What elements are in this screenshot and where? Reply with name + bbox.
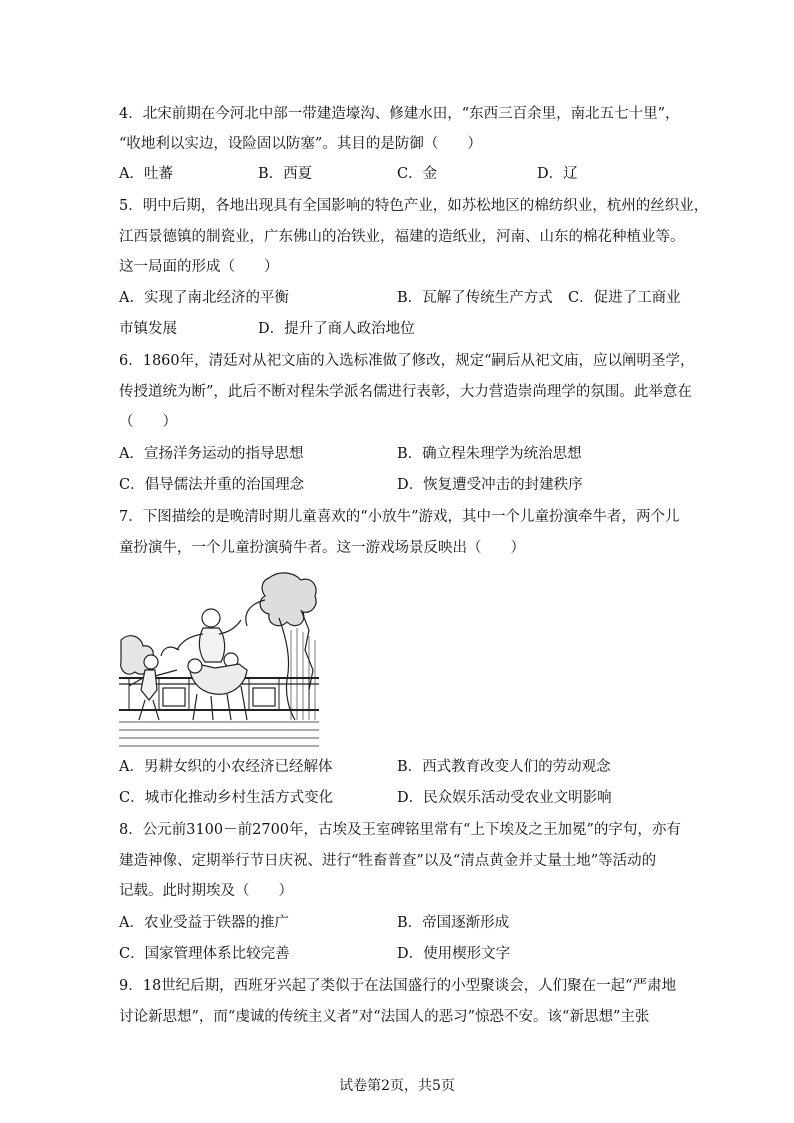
q4-option-c: C．金 [397,166,438,182]
q5-line-3: 这一局面的形成（ ） [119,259,279,275]
q9-line-1: 9．18世纪后期，西班牙兴起了类似于在法国盛行的小型聚谈会，人们聚在一起“严肃地 [119,978,677,994]
q8-option-d: D．使用楔形文字 [397,946,511,962]
q5-option-b: B．瓦解了传统生产方式 [397,290,553,306]
q7-option-b: B．西式教育改变人们的劳动观念 [397,759,611,775]
q5-option-d: D．提升了商人政治地位 [258,321,415,337]
q7-line-2: 童扮演牛，一个儿童扮演骑牛者。这一游戏场景反映出（ ） [119,540,525,556]
q7-line-1: 7．下图描绘的是晚清时期儿童喜欢的“小放牛”游戏，其中一个儿童扮演牵牛者，两个儿 [119,509,680,525]
q8-option-a: A．农业受益于铁器的推广 [119,915,289,931]
q5-line-1: 5．明中后期，各地出现具有全国影响的特色产业，如苏松地区的棉纺织业，杭州的丝织业， [119,198,709,214]
q5-option-c: C．促进了工商业 [568,290,681,306]
q6-option-a: A．宣扬洋务运动的指导思想 [119,446,304,462]
q6-line-1: 6．1860年，清廷对从祀文庙的入选标准做了修改，规定“嗣后从祀文庙，应以阐明圣学， [119,353,695,369]
q8-line-3: 记载。此时期埃及（ ） [119,883,293,899]
q4-line-2: “收地利以实边，设险固以防塞”。其目的是防御（ ） [119,136,482,152]
q7-option-d: D．民众娱乐活动受农业文明影响 [397,790,612,806]
q4-option-d: D．辽 [537,166,578,182]
q7-option-c: C．城市化推动乡村生活方式变化 [119,790,334,806]
q7-option-a: A．男耕女织的小农经济已经解体 [119,759,333,775]
q5-option-c-continued: 市镇发展 [119,321,177,337]
q9-line-2: 讨论新思想”，而“虔诚的传统主义者”对“法国人的恶习”惊恐不安。该“新思想”主张 [119,1009,650,1025]
xiaofangniu-illustration [119,570,319,748]
q6-line-3: （ ） [119,414,177,430]
q4-option-b: B．西夏 [258,166,313,182]
q8-line-1: 8．公元前3100－前2700年，古埃及王室碑铭里常有“上下埃及之王加冕”的字句，亦有 [119,822,681,838]
q8-option-c: C．国家管理体系比较完善 [119,946,290,962]
q5-option-a: A．实现了南北经济的平衡 [119,290,289,306]
q8-line-2: 建造神像、定期举行节日庆祝、进行“牲畜普查”以及“清点黄金并丈量土地”等活动的 [119,853,657,869]
q4-line-1: 4．北宋前期在今河北中部一带建造壕沟、修建水田，“东西三百余里，南北五七十里”， [119,106,680,122]
q6-option-d: D．恢复遭受冲击的封建秩序 [397,477,583,493]
q4-option-a: A．吐蕃 [119,166,173,182]
q6-option-c: C．倡导儒法并重的治国理念 [119,477,305,493]
q6-option-b: B．确立程朱理学为统治思想 [397,446,582,462]
q8-option-b: B．帝国逐渐形成 [397,915,510,931]
q5-line-2: 江西景德镇的制瓷业，广东佛山的冶铁业，福建的造纸业，河南、山东的棉花种植业等。 [119,229,685,245]
page-footer: 试卷第2页，共5页 [339,1078,455,1094]
q6-line-2: 传授道统为断”，此后不断对程朱学派名儒进行表彰，大力营造崇尚理学的氛围。此举意在 [119,384,692,400]
